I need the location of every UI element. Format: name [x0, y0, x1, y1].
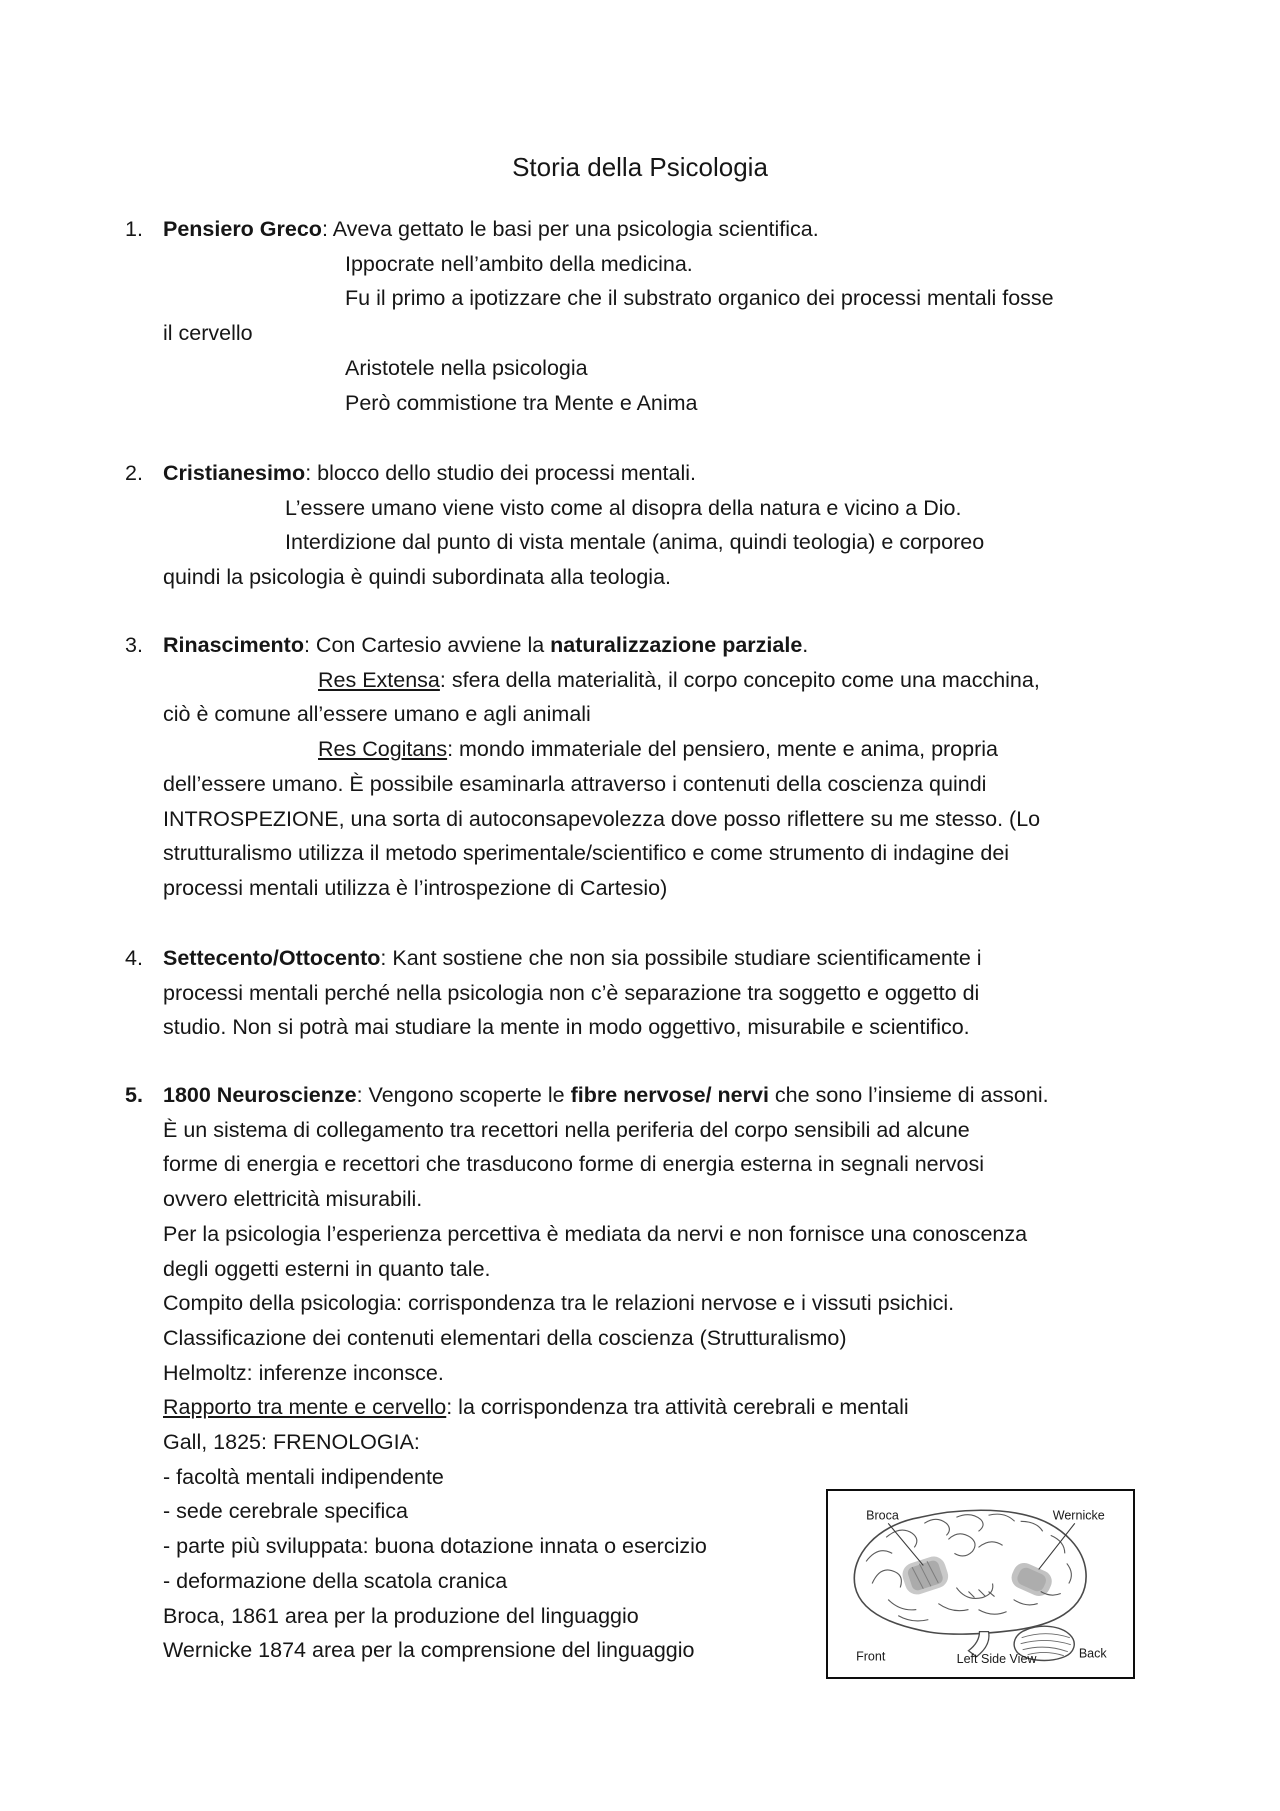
item-label: Cristianesimo: [163, 461, 306, 485]
underlined-term: Rapporto tra mente e cervello: [163, 1395, 447, 1420]
text-line: INTROSPEZIONE, una sorta di autoconsapevolezza dove posso riflettere su me stesso. (Lo: [163, 806, 1041, 831]
left-side-view-label: Left Side View: [956, 1651, 1037, 1666]
text-line: Interdizione dal punto di vista mentale (anima, quindi teologia) e corporeo: [285, 530, 985, 555]
item-bold-phrase: naturalizzazione parziale: [550, 633, 803, 657]
item-label: Rinascimento: [163, 633, 304, 657]
text-line: Compito della psicologia: corrispondenza tra le relazioni nervose e i vissuti psichici.: [163, 1291, 955, 1316]
text-line: - sede cerebrale specifica: [163, 1499, 408, 1524]
text-line: Però commistione tra Mente e Anima: [345, 390, 698, 415]
underlined-term: Res Extensa: [318, 667, 440, 692]
text-line: [125, 941, 982, 976]
broca-label: Broca: [866, 1508, 899, 1523]
list-number: 2.: [125, 461, 143, 485]
list-item-3: [125, 628, 1041, 906]
item-text: : Vengono scoperte le: [356, 1083, 571, 1107]
text-line: È un sistema di collegamento tra recettori nella periferia del corpo sensibili ad alcune: [163, 1117, 970, 1142]
text-line: il cervello: [163, 321, 253, 346]
front-label: Front: [856, 1649, 886, 1664]
list-item-1: [125, 212, 1054, 420]
item-label: 1800 Neuroscienze: [163, 1083, 357, 1107]
text-line: [125, 212, 1054, 247]
list-number: 1.: [125, 217, 143, 241]
item-text: : blocco dello studio dei processi mentali.: [305, 461, 696, 485]
underlined-term: Res Cogitans: [318, 737, 448, 762]
wernicke-label: Wernicke: [1052, 1508, 1105, 1523]
text-line: strutturalismo utilizza il metodo sperimentale/scientifico e come strumento di indagine dei: [163, 841, 1010, 866]
brain-diagram: [828, 1491, 1133, 1677]
text-line: degli oggetti esterni in quanto tale.: [163, 1256, 491, 1281]
text-line: processi mentali utilizza è l’introspezione di Cartesio): [163, 875, 668, 900]
page-title: Storia della Psicologia: [512, 152, 768, 182]
text-line: - deformazione della scatola cranica: [163, 1568, 508, 1593]
list-number: 3.: [125, 633, 143, 657]
text-line: Classificazione dei contenuti elementari della coscienza (Strutturalismo): [163, 1325, 847, 1350]
text-line: - facoltà mentali indipendente: [163, 1464, 444, 1489]
text-line: [125, 628, 1040, 663]
text-line: [163, 1390, 1049, 1425]
item-text: .: [802, 633, 809, 657]
text-line: dell’essere umano. È possibile esaminarla attraverso i contenuti della coscienza quindi: [163, 771, 987, 796]
text-line: forme di energia e recettori che trasducono forme di energia esterna in segnali nervosi: [163, 1152, 985, 1177]
item-text: : Con Cartesio avviene la: [303, 633, 551, 657]
list-number: 5.: [125, 1083, 143, 1107]
text-line: [163, 732, 1040, 767]
text-line: Helmoltz: inferenze inconsce.: [163, 1360, 444, 1385]
text-line: L’essere umano viene visto come al disopra della natura e vicino a Dio.: [285, 495, 962, 520]
text-line: [125, 1078, 1049, 1113]
list-number: 4.: [125, 946, 143, 970]
text-line: Fu il primo a ipotizzare che il substrato organico dei processi mentali fosse: [345, 286, 1054, 311]
item-text: : la corrispondenza tra attività cerebrali e mentali: [446, 1395, 909, 1420]
text-line: Ippocrate nell’ambito della medicina.: [345, 251, 693, 276]
brain-figure: [826, 1489, 1135, 1679]
back-label: Back: [1078, 1646, 1107, 1661]
item-label: Settecento/Ottocento: [163, 946, 381, 970]
text-line: Per la psicologia l’esperienza percettiva è mediata da nervi e non fornisce una conoscenza: [163, 1221, 1028, 1246]
list-item-4: [125, 941, 982, 1045]
text-line: processi mentali perché nella psicologia non c’è separazione tra soggetto e oggetto di: [163, 980, 980, 1005]
text-line: ciò è comune all’essere umano e agli animali: [163, 702, 591, 727]
text-line: Wernicke 1874 area per la comprensione del linguaggio: [163, 1638, 695, 1663]
text-line: Aristotele nella psicologia: [345, 355, 588, 380]
item-bold-phrase: fibre nervose/ nervi: [570, 1083, 769, 1107]
item-label: Pensiero Greco: [163, 217, 322, 241]
item-text: : sfera della materialità, il corpo concepito come una macchina,: [439, 667, 1040, 692]
text-line: studio. Non si potrà mai studiare la mente in modo oggettivo, misurabile e scientifico.: [163, 1015, 970, 1040]
text-line: - parte più sviluppata: buona dotazione innata o esercizio: [163, 1534, 707, 1559]
text-line: [163, 663, 1040, 698]
text-line: Gall, 1825: FRENOLOGIA:: [163, 1430, 420, 1455]
item-text: : Aveva gettato le basi per una psicologia scientifica.: [321, 217, 819, 241]
brain-outline: [854, 1510, 1086, 1634]
text-line: ovvero elettricità misurabili.: [163, 1187, 423, 1212]
list-item-2: [125, 456, 985, 595]
text-line: [125, 456, 984, 491]
text-line: Broca, 1861 area per la produzione del linguaggio: [163, 1603, 639, 1628]
item-text: che sono l’insieme di assoni.: [768, 1083, 1049, 1107]
item-text: : Kant sostiene che non sia possibile studiare scientificamente i: [380, 946, 982, 970]
item-text: : mondo immateriale del pensiero, mente e anima, propria: [447, 737, 998, 762]
text-line: quindi la psicologia è quindi subordinata alla teologia.: [163, 565, 672, 590]
